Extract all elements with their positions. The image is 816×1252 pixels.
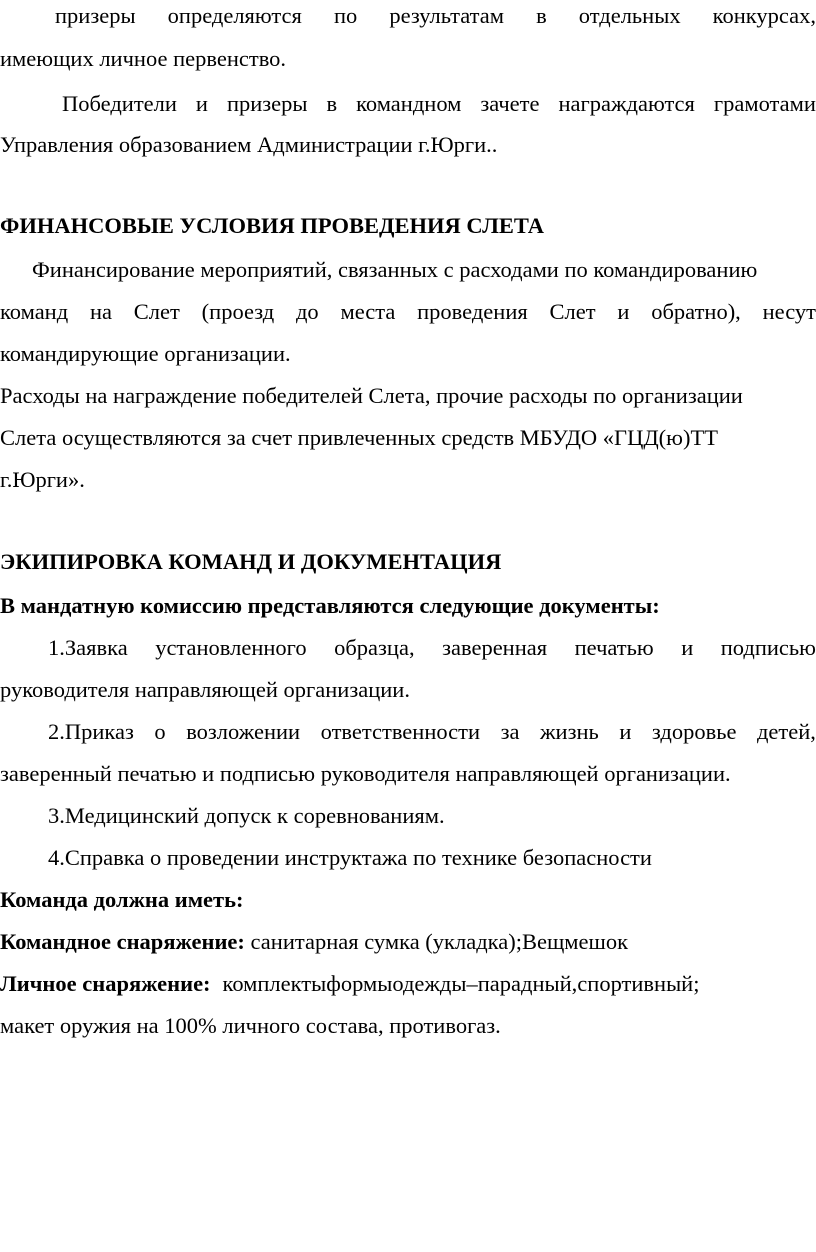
heading-finance: ФИНАНСОВЫЕ УСЛОВИЯ ПРОВЕДЕНИЯ СЛЕТА bbox=[0, 213, 544, 238]
word: по bbox=[333, 3, 358, 28]
word: обратно), bbox=[651, 299, 741, 324]
word: и bbox=[619, 719, 632, 744]
word: зачете bbox=[480, 91, 540, 116]
heading-team-must-have: Команда должна иметь: bbox=[0, 887, 244, 912]
word: командном bbox=[356, 91, 462, 116]
word: жизнь bbox=[540, 719, 599, 744]
word: до bbox=[295, 299, 319, 324]
word: установленного bbox=[155, 635, 307, 660]
para3-line2 bbox=[0, 298, 816, 326]
doc1-line1 bbox=[48, 634, 816, 662]
word: печатью bbox=[574, 635, 654, 660]
word: Слет bbox=[549, 299, 596, 324]
word: парадный, bbox=[477, 971, 578, 996]
doc1-line2: руководителя направляющей организации. bbox=[0, 677, 410, 702]
word: комплекты bbox=[222, 971, 327, 996]
word: 1.Заявка bbox=[48, 635, 128, 660]
word: здоровье bbox=[651, 719, 737, 744]
word: места bbox=[340, 299, 396, 324]
word: на bbox=[89, 299, 112, 324]
para3-line1: Финансирование мероприятий, связанных с расходами по командированию bbox=[32, 257, 758, 282]
word: призеры bbox=[226, 91, 308, 116]
personal-equipment-line1 bbox=[0, 970, 816, 998]
doc2-line1 bbox=[48, 718, 816, 746]
doc4-line: 4.Справка о проведении инструктажа по технике безопасности bbox=[48, 845, 652, 870]
word: отдельных bbox=[578, 3, 681, 28]
para3-line3: командирующие организации. bbox=[0, 341, 291, 366]
word: результатам bbox=[389, 3, 504, 28]
word: проведения bbox=[417, 299, 528, 324]
word: награждаются bbox=[558, 91, 695, 116]
word: за bbox=[500, 719, 520, 744]
doc3-line: 3.Медицинский допуск к соревнованиям. bbox=[48, 803, 445, 828]
team-equipment-label: Командное снаряжение: bbox=[0, 929, 245, 954]
para4-line1: Расходы на награждение победителей Слета, прочие расходы по организации bbox=[0, 383, 743, 408]
personal-equipment-label: Личное снаряжение: bbox=[0, 971, 211, 996]
word: команд bbox=[0, 299, 69, 324]
word: грамотами bbox=[713, 91, 816, 116]
heading-documents: В мандатную комиссию представляются следующие документы: bbox=[0, 593, 660, 618]
team-equipment-text: санитарная сумка (укладка);Вещмешок bbox=[244, 929, 629, 954]
word: Победители bbox=[62, 91, 177, 116]
word: детей, bbox=[756, 719, 816, 744]
word: призеры bbox=[55, 3, 136, 28]
para4-line2: Слета осуществляются за счет привлеченных средств МБУДО «ГЦД(ю)ТТ bbox=[0, 425, 718, 450]
word: и bbox=[195, 91, 208, 116]
word: Слет bbox=[133, 299, 180, 324]
personal-equipment-line2: макет оружия на 100% личного состава, противогаз. bbox=[0, 1013, 501, 1038]
personal-equipment-words bbox=[223, 970, 816, 998]
word: формы bbox=[326, 971, 393, 996]
word: и bbox=[617, 299, 630, 324]
word: и bbox=[681, 635, 694, 660]
doc2-line2: заверенный печатью и подписью руководителя направляющей организации. bbox=[0, 761, 731, 786]
word: в bbox=[536, 3, 547, 28]
para4-line3: г.Юрги». bbox=[0, 467, 85, 492]
word: конкурсах, bbox=[712, 3, 816, 28]
para1-line2: имеющих личное первенство. bbox=[0, 46, 287, 71]
heading-equipment: ЭКИПИРОВКА КОМАНД И ДОКУМЕНТАЦИЯ bbox=[0, 549, 502, 574]
word: одежды bbox=[392, 971, 467, 996]
word: определяются bbox=[167, 3, 302, 28]
word: подписью bbox=[720, 635, 816, 660]
para2-line1 bbox=[62, 90, 816, 118]
word: возложении bbox=[186, 719, 301, 744]
word: в bbox=[326, 91, 338, 116]
para1-line1 bbox=[55, 2, 816, 30]
para2-line2: Управления образованием Администрации г.Юрги.. bbox=[0, 132, 498, 157]
word: несут bbox=[762, 299, 816, 324]
word: 2.Приказ bbox=[48, 719, 134, 744]
word: спортивный; bbox=[577, 971, 700, 996]
word: заверенная bbox=[442, 635, 548, 660]
word: о bbox=[154, 719, 166, 744]
word: образца, bbox=[334, 635, 415, 660]
team-equipment-line bbox=[0, 928, 816, 956]
word: – bbox=[466, 971, 478, 996]
word: ответственности bbox=[320, 719, 481, 744]
word: (проезд bbox=[201, 299, 275, 324]
